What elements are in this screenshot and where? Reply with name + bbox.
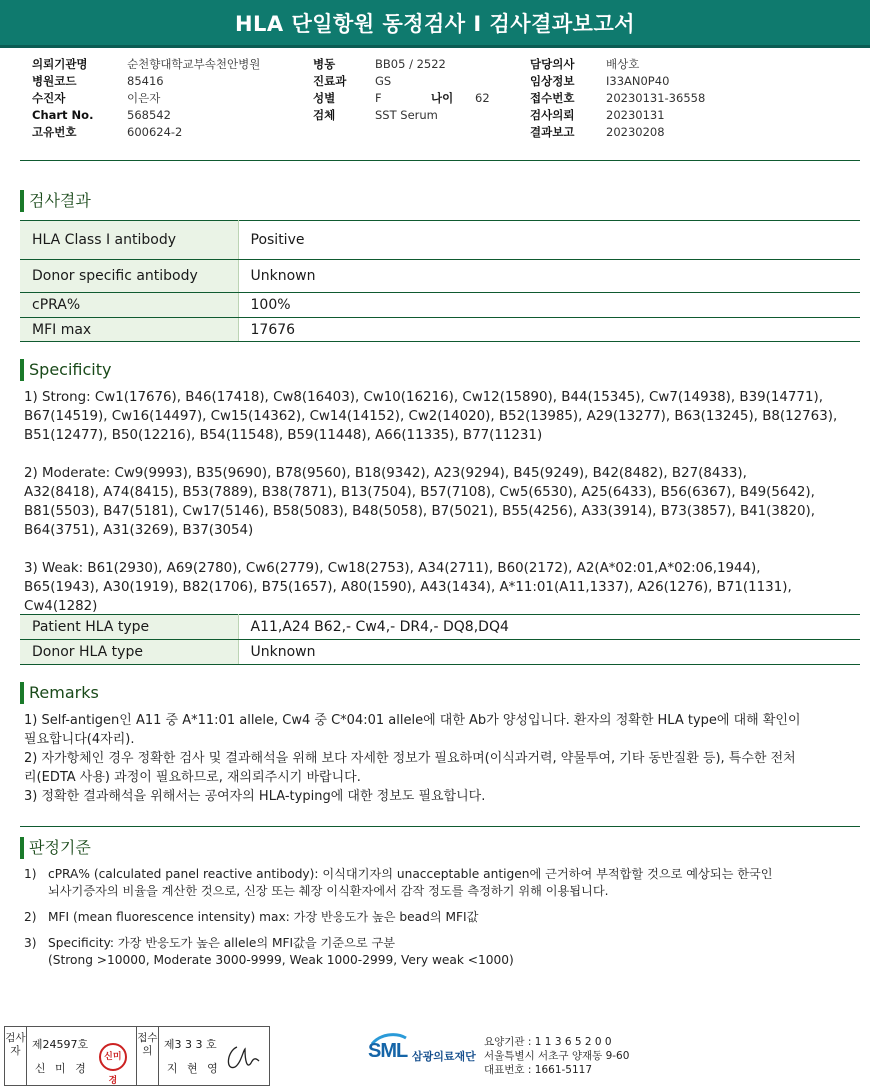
info-value: 85416 xyxy=(127,74,164,88)
text-line: A32(8418), A74(8415), B53(7889), B38(7871), B13(7504), B57(7108), Cw5(6530), A25(6433), B56(6367), B49(5642), xyxy=(24,485,815,500)
text-line: 요양기관 : 1 1 3 6 5 2 0 0 xyxy=(484,1036,612,1048)
row-value: 17676 xyxy=(238,318,860,342)
text-line: 서울특별시 서초구 양재동 9-60 xyxy=(484,1050,630,1062)
info-column-3 xyxy=(530,56,705,141)
info-row xyxy=(530,73,705,90)
row-value: Unknown xyxy=(238,640,860,665)
info-value: 568542 xyxy=(127,108,171,122)
info-value: 20230131 xyxy=(606,108,665,122)
section-title-specificity: Specificity xyxy=(20,359,111,381)
item-number: 1) xyxy=(24,867,37,881)
text-line: Specificity: 가장 반응도가 높은 allele의 MFI값을 기준으로 구분 xyxy=(48,936,396,950)
section-title-results: 검사결과 xyxy=(20,190,91,212)
text-line: MFI (mean fluorescence intensity) max: 가장 반응도가 높은 bead의 MFI값 xyxy=(48,910,479,924)
info-value: GS xyxy=(375,74,392,88)
receiver-cell xyxy=(159,1027,269,1085)
tester-name: 신 미 경 xyxy=(34,1062,89,1075)
info-key: 진료과 xyxy=(313,74,347,88)
list-item xyxy=(24,909,844,926)
text-line: 리(EDTA 사용) 과정이 필요하므로, 재의뢰주시기 바랍니다. xyxy=(24,770,361,785)
license-number: 제24597호 xyxy=(31,1038,89,1051)
organization-name: 삼광의료재단 xyxy=(412,1050,476,1063)
info-key: 병원코드 xyxy=(32,74,77,88)
specificity-weak xyxy=(24,559,856,616)
divider xyxy=(20,826,860,827)
row-value: 100% xyxy=(238,293,860,318)
receiver-label: 접수의 xyxy=(137,1027,159,1085)
info-row xyxy=(530,90,705,107)
text-line: 1) Self-antigen인 A11 중 A*11:01 allele, Cw4 중 C*04:01 allele에 대한 Ab가 양성입니다. 환자의 정확한 HLA type에 대해 확인이 xyxy=(24,713,801,728)
text-line: 3) 정확한 결과해석을 위해서는 공여자의 HLA-typing에 대한 정보도 필요합니다. xyxy=(24,789,486,804)
list-item xyxy=(24,935,844,969)
row-label: HLA Class I antibody xyxy=(20,221,238,260)
text-line: 3) Weak: B61(2930), A69(2780), Cw6(2779), Cw18(2753), A34(2711), B60(2172), A2(A*02:01,A*02:06,1944), xyxy=(24,561,761,576)
info-row xyxy=(530,107,705,124)
report-header xyxy=(0,0,870,48)
table-row xyxy=(20,615,860,640)
info-key: 병동 xyxy=(313,57,336,71)
signature-box xyxy=(4,1026,270,1086)
info-column-2 xyxy=(313,56,490,124)
info-value: 순천향대학교부속천안병원 xyxy=(127,57,261,71)
info-row xyxy=(313,56,490,73)
table-row xyxy=(20,221,860,260)
row-label: Patient HLA type xyxy=(20,615,238,640)
row-label: cPRA% xyxy=(20,293,238,318)
info-key: 결과보고 xyxy=(530,125,575,139)
info-row xyxy=(32,90,260,107)
divider xyxy=(20,160,860,161)
table-row xyxy=(20,640,860,665)
info-key: Chart No. xyxy=(32,108,94,122)
table-row xyxy=(20,318,860,342)
text-line: 대표번호 : 1661-5117 xyxy=(484,1064,593,1076)
info-row xyxy=(32,73,260,90)
hla-type-table xyxy=(20,614,860,665)
text-line: B64(3751), A31(3269), B37(3054) xyxy=(24,523,254,538)
row-value: Positive xyxy=(238,221,860,260)
row-label: Donor HLA type xyxy=(20,640,238,665)
specificity-moderate xyxy=(24,464,856,540)
report-footer xyxy=(0,1024,870,1092)
specificity-strong xyxy=(24,388,856,445)
tester-cell xyxy=(27,1027,137,1085)
info-key: 고유번호 xyxy=(32,125,77,139)
info-column-1 xyxy=(32,56,260,141)
item-number: 2) xyxy=(24,910,37,924)
info-row xyxy=(313,90,490,107)
license-number: 제3 3 3 호 xyxy=(163,1038,217,1051)
info-key: 나이 xyxy=(431,91,454,105)
section-title-remarks: Remarks xyxy=(20,682,99,704)
results-table xyxy=(20,220,860,342)
tester-label: 검사자 xyxy=(5,1027,27,1085)
text-line: 필요합니다(4자리). xyxy=(24,732,135,747)
info-value: BB05 / 2522 xyxy=(375,57,446,71)
info-row xyxy=(32,107,260,124)
institution-address xyxy=(484,1035,629,1077)
table-row xyxy=(20,293,860,318)
info-row xyxy=(530,124,705,141)
info-key: 검체 xyxy=(313,108,336,122)
specificity-text xyxy=(24,388,856,635)
report-title: HLA 단일항원 동정검사 I 검사결과보고서 xyxy=(234,12,636,36)
info-row xyxy=(313,73,490,90)
text-line: 2) 자가항체인 경우 정확한 검사 및 결과해석을 위해 보다 자세한 정보가 필요하며(이식과거력, 약물투여, 기타 동반질환 등), 특수한 전처 xyxy=(24,751,796,766)
info-key: 수진자 xyxy=(32,91,66,105)
text-line: 2) Moderate: Cw9(9993), B35(9690), B78(9560), B18(9342), A23(9294), B45(9249), B42(8482), B27(8433), xyxy=(24,466,747,481)
info-value: I33AN0P40 xyxy=(606,74,670,88)
text-line: B51(12477), B50(12216), B54(11548), B59(11448), A66(11335), B77(11231) xyxy=(24,428,543,443)
text-line: (Strong >10000, Moderate 3000-9999, Weak 1000-2999, Very weak <1000) xyxy=(48,953,514,967)
row-label: Donor specific antibody xyxy=(20,260,238,293)
info-value: 600624-2 xyxy=(127,125,183,139)
info-value: F xyxy=(375,91,382,105)
item-number: 3) xyxy=(24,936,37,950)
text-line: B65(1943), A30(1919), B82(1706), B75(1657), A80(1590), A43(1434), A*11:01(A11,1337), A26(1276), B71(1131), xyxy=(24,580,792,595)
info-row xyxy=(530,56,705,73)
text-line: cPRA% (calculated panel reactive antibody): 이식대기자의 unacceptable antigen에 근거하여 부적합할 것으로 예상되는 한국인 xyxy=(48,867,773,881)
list-item xyxy=(24,866,844,900)
sml-logo xyxy=(368,1032,478,1076)
info-key: 성별 xyxy=(313,91,336,105)
info-value: SST Serum xyxy=(375,108,438,122)
table-row xyxy=(20,260,860,293)
info-key: 접수번호 xyxy=(530,91,575,105)
info-value: 62 xyxy=(475,91,490,105)
info-key: 담당의사 xyxy=(530,57,575,71)
info-key: 임상정보 xyxy=(530,74,575,88)
remarks-text xyxy=(24,711,856,806)
info-row xyxy=(32,56,260,73)
info-row xyxy=(32,124,260,141)
signature-icon xyxy=(223,1041,263,1077)
receiver-name: 지 현 영 xyxy=(166,1062,221,1075)
row-value: A11,A24 B62,- Cw4,- DR4,- DQ8,DQ4 xyxy=(238,615,860,640)
info-value: 배상호 xyxy=(606,57,640,71)
text-line: Cw4(1282) xyxy=(24,599,98,614)
info-key: 검사의뢰 xyxy=(530,108,575,122)
section-title-criteria: 판정기준 xyxy=(20,837,91,859)
text-line: 1) Strong: Cw1(17676), B46(17418), Cw8(16403), Cw10(16216), Cw12(15890), B44(15345), Cw7(14938), B39(14771), xyxy=(24,390,823,405)
seal-stamp-icon: 신미경 xyxy=(99,1043,127,1071)
info-value: 20230131-36558 xyxy=(606,91,706,105)
text-line: B81(5503), B47(5181), Cw17(5146), B58(5083), B48(5058), B7(5021), B55(4256), A33(3914), B73(3857), B41(3820), xyxy=(24,504,815,519)
row-value: Unknown xyxy=(238,260,860,293)
logo-text: SML xyxy=(368,1040,408,1062)
text-line: 뇌사기증자의 비율을 계산한 것으로, 신장 또는 췌장 이식환자에서 감작 정도를 측정하기 위해 이용됩니다. xyxy=(48,884,609,898)
text-line: B67(14519), Cw16(14497), Cw15(14362), Cw14(14152), Cw2(14020), B52(13985), A29(13277), B63(13245), B8(12763), xyxy=(24,409,838,424)
info-key: 의뢰기관명 xyxy=(32,57,88,71)
criteria-list xyxy=(24,866,844,978)
info-row xyxy=(313,107,490,124)
info-value: 이은자 xyxy=(127,91,161,105)
info-value: 20230208 xyxy=(606,125,665,139)
row-label: MFI max xyxy=(20,318,238,342)
